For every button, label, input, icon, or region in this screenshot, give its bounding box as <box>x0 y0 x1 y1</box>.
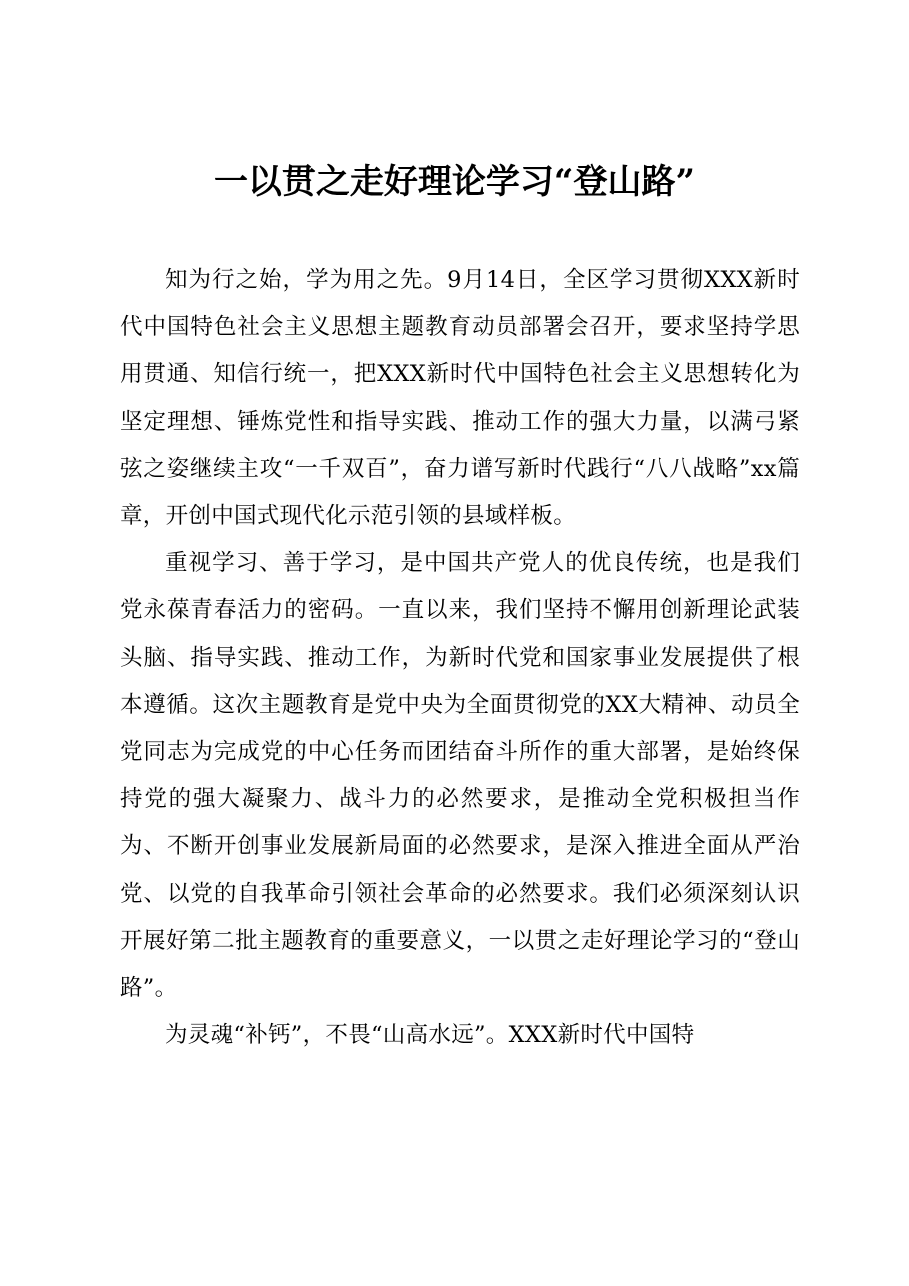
paragraph-3: 为灵魂“补钙”，不畏“山高水远”。XXX新时代中国特 <box>165 1022 695 1049</box>
document-title: 一以贯之走好理论学习“登山路” <box>213 162 696 202</box>
paragraph-1: 知为行之始，学为用之先。9月14日，全区学习贯彻XXX新时代中国特色社会主义思想主题教育动员部署会召开，要求坚持学思用贯通、知信行统一，把XXX新时代中国特色社会主义思想转化为坚定理想、锤炼党性和指导实践、推动工作的强大力量，以满弓紧弦之姿继续主攻“一千双百”，奋力谱写新时代践行“八八战略”xx篇章，开创中国式现代化示范引领的县域样板。 <box>120 267 800 530</box>
paragraph-2: 重视学习、善于学习，是中国共产党人的优良传统，也是我们党永葆青春活力的密码。一直以来，我们坚持不懈用创新理论武装头脑、指导实践、推动工作，为新时代党和国家事业发展提供了根本遵循。这次主题教育是党中央为全面贯彻党的XX大精神、动员全党同志为完成党的中心任务而团结奋斗所作的重大部署，是始终保持党的强大凝聚力、战斗力的必然要求，是推动全党积极担当作为、不断开创事业发展新局面的必然要求，是深入推进全面从严治党、以党的自我革命引领社会革命的必然要求。我们必须深刻认识开展好第二批主题教育的重要意义，一以贯之走好理论学习的“登山路”。 <box>120 550 800 1002</box>
document-body <box>120 257 800 1059</box>
